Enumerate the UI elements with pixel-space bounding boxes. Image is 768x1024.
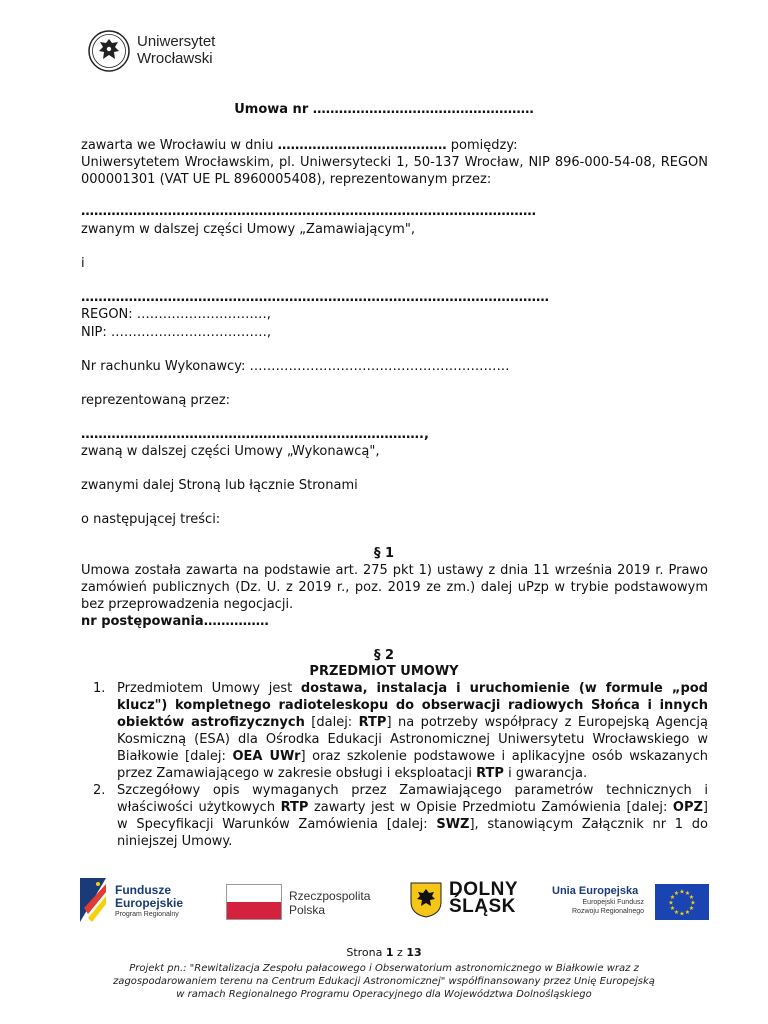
contractor-represented-label: reprezentowaną przez: [81,393,231,408]
contractor-representative-dots: ……………………………………………………………………., [81,427,429,442]
contractor-regon: REGON: …………………………, [81,307,271,322]
list-item-number: 2. [93,783,106,798]
item-bold-text: SWZ [436,817,470,832]
contractor-nip: NIP: ………………………………, [81,325,272,340]
intro-prefix: zawarta we Wrocławiu w dniu [81,138,278,153]
eu-star-icon: ★ [684,890,691,897]
section-1-text: Umowa została zawarta na podstawie art. 275 pkt 1) ustawy z dnia 11 września 2019 r. Prawo zamówień publicznych (Dz. U. z 2019 r., poz. 2019 ze zm.) dalej uPzp w trybie podstawowym bez przeprowadzenia negocjacji. [81,563,708,612]
intro-line [81,138,517,153]
ue-line-2: Europejski Fundusz [582,899,644,906]
university-representative-dots: …………………………………………………………………………………………… [81,204,536,219]
document-title [0,102,768,117]
item-text: ] na potrzeby współpracy z Europejską Agencją Kosmiczną (ESA) dla Ośrodka Edukacji Astronomicznej Uniwersytetu Wrocławskiego w Białkowie [dalej: [117,715,708,764]
eu-star-icon: ★ [669,905,676,912]
section-2-subheading: PRZEDMIOT UMOWY [309,664,459,679]
fe-line-1: Fundusze [115,883,171,897]
item-text: ], stanowiącym Załącznik nr 1 do niniejszej Umowy. [117,817,708,849]
list-item [81,680,708,782]
eu-star-icon: ★ [690,899,696,907]
procedure-label: nr postępowania [81,614,204,629]
university-party-details: Uniwersytetem Wrocławskim, pl. Uniwersytecki 1, 50-137 Wrocław, NIP 896-000-54-08, REGON 000001301 (VAT UE PL 8960005408), reprezentowanym przez: [81,155,708,187]
lower-silesia-logo-text [449,881,518,915]
date-dots: ………………………………… [277,138,447,153]
poland-flag-icon [226,884,282,920]
eu-star-icon: ★ [688,894,695,901]
item-text: zawarty jest w Opisie Przedmiotu Zamówienia [dalej: [308,800,673,815]
page-number [0,946,768,959]
page-current: 1 [385,946,394,959]
project-note-line-3: w ramach Regionalnego Programu Operacyjnego dla Województwa Dolnośląskiego [176,989,592,1000]
section-2-list [81,680,708,850]
section-1-heading: § 1 [373,546,395,561]
conjunction: i [81,256,85,271]
item-text: Szczegółowy opis wymaganych przez Zamawiającego parametrów technicznych i właściwości użytkowych [117,783,708,815]
pl-line-1: Rzeczpospolita [289,889,371,903]
ordering-party-name: zwanym w dalszej części Umowy „Zamawiającym", [81,222,415,237]
project-note-line-2: zagospodarowaniem terenu na Centrum Edukacji Astronomicznej" współfinansowany przez Unię Europejską [113,976,655,987]
eu-star-icon: ★ [679,910,685,918]
page-total: 13 [406,946,422,959]
title-number-dots: …………………………………………… [312,102,534,117]
university-seal-icon [88,30,130,72]
item-text: ] oraz szkolenie podstawowe i aplikacyjne osób wskazanych przez Zamawiającego w zakresie obsługi i eksploatacji [117,749,708,781]
eu-star-icon: ★ [679,888,685,896]
funds-logo-icon [80,878,110,922]
pl-line-2: Polska [289,903,326,917]
item-bold-text: RTP [476,766,504,781]
item-text: Przedmiotem Umowy jest [117,681,301,696]
ds-line-2: ŚLĄSK [449,896,516,917]
intro-suffix: pomiędzy: [446,138,518,153]
fe-line-2: Europejskie [115,896,184,910]
item-text: i gwarancja. [503,766,588,781]
eu-flag-icon [655,884,709,920]
eu-star-icon: ★ [684,909,691,916]
parties-named: zwanymi dalej Stroną lub łącznie Stronami [81,478,358,493]
item-bold-text: OPZ [672,800,703,815]
logo-line-2: Wrocławski [137,50,213,67]
lower-silesia-coat-icon [410,882,442,918]
item-text: ] w Specyfikacji Warunków Zamówienia [dalej: [117,800,708,832]
fe-line-3: Program Regionalny [115,911,179,918]
page-mid: z [393,946,407,959]
section-2-heading: § 2 [373,648,395,663]
page-prefix: Strona [346,946,386,959]
procedure-number [81,614,269,629]
contractor-named: zwaną w dalszej części Umowy „Wykonawcą", [81,444,380,459]
procedure-dots: …………… [203,614,269,629]
logo-line-1: Uniwersytet [137,33,216,50]
item-text: [dalej: [304,715,359,730]
eu-star-icon: ★ [669,894,676,901]
university-logo-text [137,33,215,67]
contractor-account: Nr rachunku Wykonawcy: …………………………………………………… [81,359,510,374]
title-label: Umowa nr [234,102,313,117]
ds-line-1: DOLNY [449,879,518,900]
eu-star-icon: ★ [673,890,680,897]
content-intro: o następującej treści: [81,512,221,527]
eu-logo-text [552,885,644,916]
item-bold-text: RTP [358,715,387,730]
eu-star-icon: ★ [673,909,680,916]
funds-logo-text [115,884,183,920]
item-bold-text: RTP [280,800,309,815]
project-note-line-1: Projekt pn.: "Rewitalizacja Zespołu pałacowego i Obserwatorium astronomicznego w Białkowie wraz z [129,963,639,974]
poland-logo-text [289,889,370,917]
contractor-name-dots: ……………………………………………………………………………………………… [81,290,549,305]
list-item [81,782,708,850]
item-bold-text: dostawa, instalacja i uruchomienie (w formule „pod klucz") kompletnego radioteleskopu do obserwacji radiowych Słońca i innych obiektów astrofizycznych [117,681,708,730]
ue-line-3: Rozwoju Regionalnego [572,908,644,915]
item-bold-text: OEA UWr [232,749,301,764]
eu-star-icon: ★ [688,905,695,912]
list-item-number: 1. [93,681,106,696]
ue-line-1: Unia Europejska [552,885,639,897]
eu-star-icon: ★ [668,899,674,907]
